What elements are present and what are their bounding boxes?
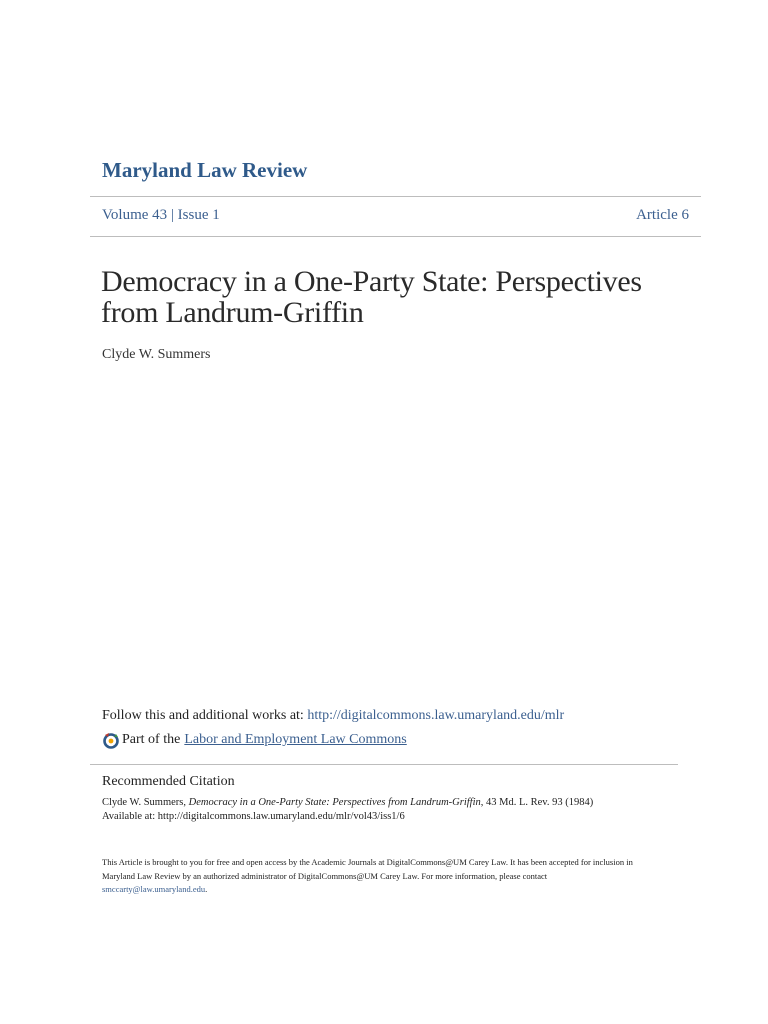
recommended-citation-heading: Recommended Citation <box>102 774 235 789</box>
footer-notice <box>102 856 662 897</box>
citation-available[interactable]: Available at: http://digitalcommons.law.umaryland.edu/mlr/vol43/iss1/6 <box>102 811 405 822</box>
citation-author: Clyde W. Summers, <box>102 797 187 808</box>
commons-icon <box>102 731 120 749</box>
citation-line <box>102 796 593 810</box>
citation-block <box>102 796 593 824</box>
contact-email-link[interactable]: smccarty@law.umaryland.edu <box>102 884 206 894</box>
volume-separator: | <box>170 207 174 223</box>
follow-line <box>102 708 564 724</box>
divider-citation <box>90 764 678 765</box>
article-title: Democracy in a One-Party State: Perspectives from Landrum-Griffin <box>101 265 642 329</box>
divider-top <box>90 196 701 197</box>
follow-prefix: Follow this and additional works at: <box>102 708 304 723</box>
commons-link[interactable]: Labor and Employment Law Commons <box>184 732 407 747</box>
part-of-line <box>102 731 407 749</box>
part-of-prefix: Part of the <box>122 732 181 747</box>
article-number-link[interactable]: Article 6 <box>636 207 689 223</box>
divider-bottom <box>90 236 701 237</box>
footer-end: . <box>205 884 208 894</box>
journal-title[interactable]: Maryland Law Review <box>102 158 308 182</box>
issue-link[interactable]: Issue 1 <box>177 207 220 223</box>
volume-link[interactable]: Volume 43 <box>102 207 168 223</box>
repository-link[interactable]: http://digitalcommons.law.umaryland.edu/mlr <box>307 708 565 723</box>
citation-rest: , 43 Md. L. Rev. 93 (1984) <box>480 797 594 808</box>
volume-issue-line <box>102 207 220 224</box>
author-name: Clyde W. Summers <box>102 347 211 362</box>
footer-text: This Article is brought to you for free and open access by the Academic Journals at DigitalCommons@UM Carey Law. It has been accepted for inclusion in Maryland Law Review by an authorized administrator of DigitalCommons@UM Carey Law. For more information, please contact <box>102 857 633 881</box>
citation-title: Democracy in a One-Party State: Perspectives from Landrum-Griffin <box>188 797 481 808</box>
